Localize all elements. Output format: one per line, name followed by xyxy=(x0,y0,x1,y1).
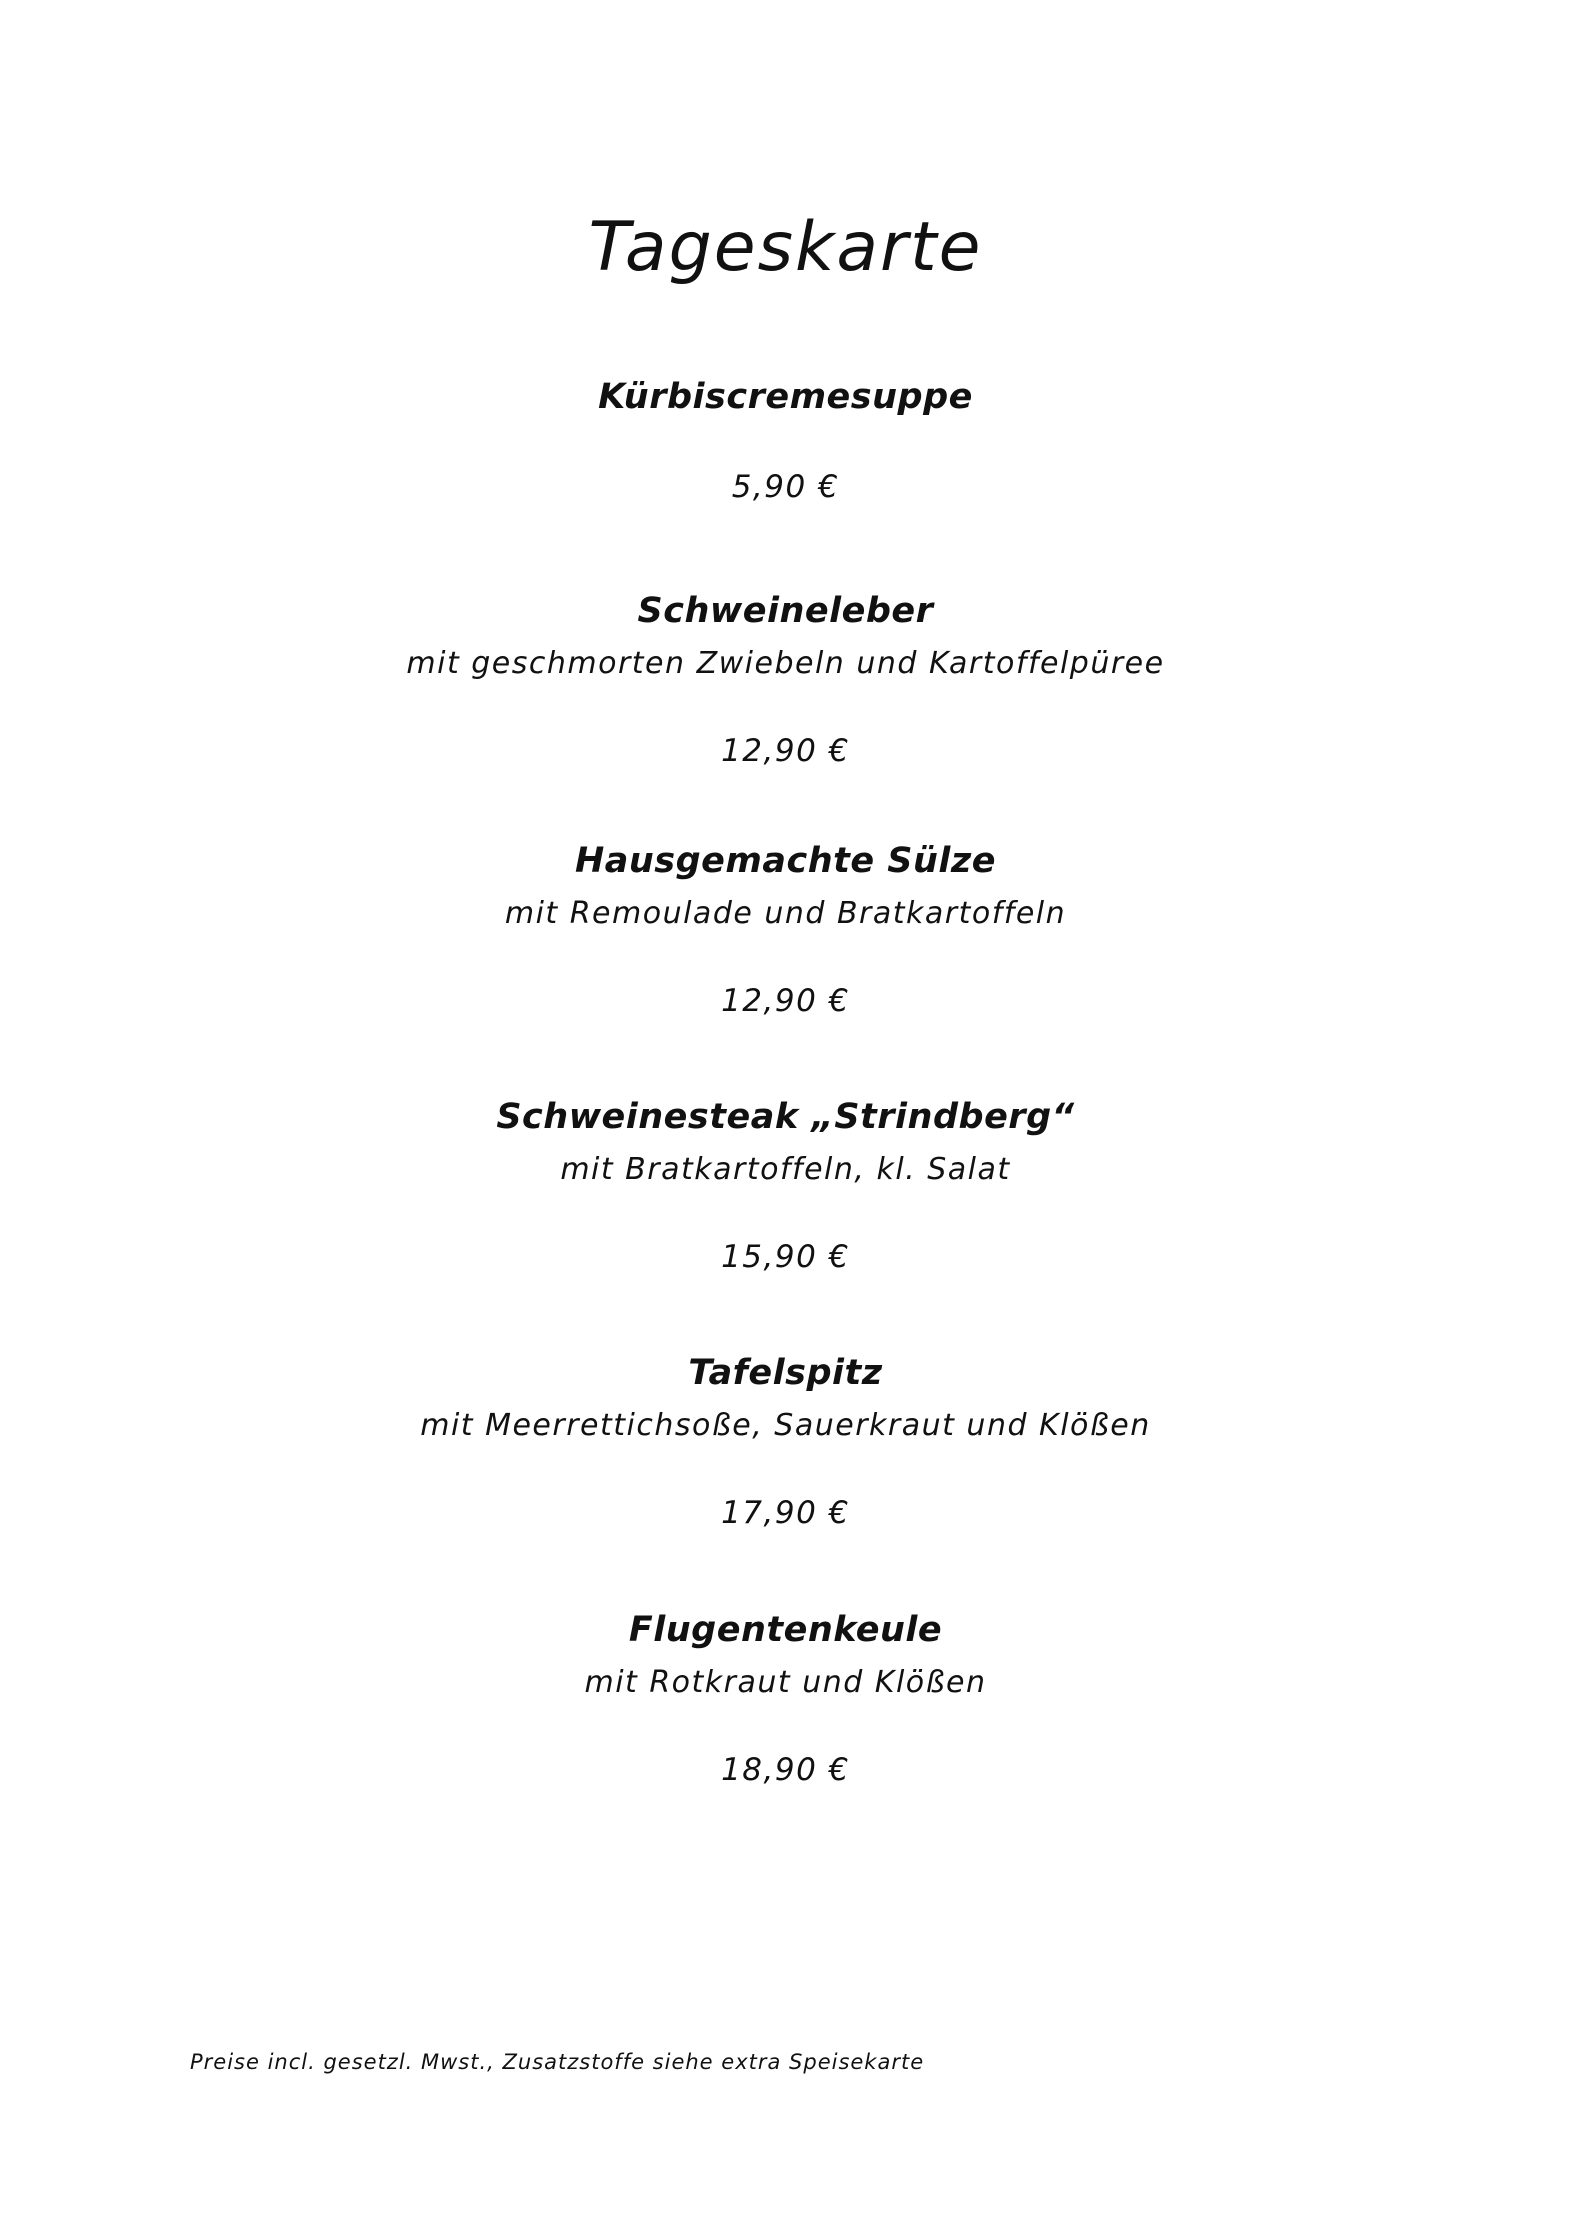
page-title: Tageskarte xyxy=(588,207,983,287)
dish-price: 12,90 € xyxy=(721,733,850,769)
dish-description: mit geschmorten Zwiebeln und Kartoffelpüree xyxy=(406,646,1165,681)
dish-name: Schweineleber xyxy=(637,591,934,631)
dish-price: 18,90 € xyxy=(721,1752,850,1788)
dish-name: Flugentenkeule xyxy=(628,1610,943,1650)
dish-name: Schweinesteak „Strindberg“ xyxy=(496,1097,1075,1137)
dish-description: mit Remoulade und Bratkartoffeln xyxy=(504,896,1067,931)
dish-name: Hausgemachte Sülze xyxy=(574,841,997,881)
dish-name: Kürbiscremesuppe xyxy=(598,377,973,417)
dish-item xyxy=(0,841,1571,1019)
dish-price: 5,90 € xyxy=(731,469,840,505)
dish-price: 17,90 € xyxy=(721,1495,850,1531)
dish-name: Tafelspitz xyxy=(688,1353,883,1393)
dish-price: 15,90 € xyxy=(721,1239,850,1275)
dish-description: mit Bratkartoffeln, kl. Salat xyxy=(560,1152,1011,1187)
dish-price: 12,90 € xyxy=(721,983,850,1019)
dish-item xyxy=(0,591,1571,769)
dish-item xyxy=(0,1353,1571,1531)
dish-item xyxy=(0,377,1571,505)
dish-description: mit Rotkraut und Klößen xyxy=(584,1665,987,1700)
dish-item xyxy=(0,1097,1571,1275)
dish-item xyxy=(0,1610,1571,1788)
footer-note: Preise incl. gesetzl. Mwst., Zusatzstoffe siehe extra Speisekarte xyxy=(190,2050,925,2074)
dish-description: mit Meerrettichsoße, Sauerkraut und Klößen xyxy=(420,1408,1151,1443)
